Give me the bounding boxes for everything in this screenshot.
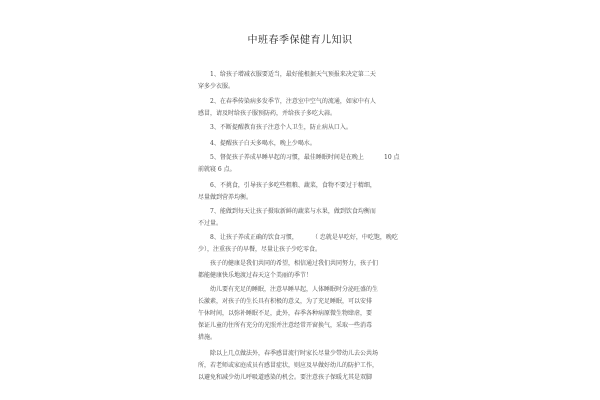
text-line: 长激素，对孩子的生长具有积极的意义，为了充足睡眠，可以安排 xyxy=(198,298,373,305)
text-line: 午休时间，以弥补睡眠不足，此外，春季各种病原微生物肆虐，要 xyxy=(198,310,373,317)
text-line: 尽量做到营养均衡。 xyxy=(198,194,253,201)
text-line: （ 忠就是早吃好，中吃饱，晚吃 xyxy=(312,234,398,241)
text-line: 保证儿童的住所有充分的光照并注意经常开窗换气，采取一些消毒 xyxy=(198,322,373,329)
text-line: 孩子的健康是我们共同的希望，相信通过我们共同努力，孩子们 xyxy=(210,260,379,267)
text-line: 以避免和减少幼儿呼吸道感染的机会。要注意孩子保暖尤其是双脚 xyxy=(198,374,373,381)
text-line: 穿多少衣服。 xyxy=(198,83,235,90)
text-line: 4、提醒孩子白天多喝水，晚上少喝水。 xyxy=(210,140,316,147)
text-line: 都能健康快乐地渡过春天这个美丽的季节！ xyxy=(198,272,313,279)
text-line: 5、督促孩子养成早睡早起的习惯，最佳睡眠时间是在晚上 xyxy=(210,154,364,161)
text-line: 不过量。 xyxy=(198,220,223,227)
text-line: 7、能做到每天让孩子摄取新鲜的蔬菜与水果，做到饮食均衡而 xyxy=(210,208,376,215)
text-line: 所，若老师或家庭成员有感冒症状，则应及早做好幼儿的防护工作， xyxy=(198,362,379,369)
text-line: 除以上几点做法外，春季感冒流行时家长尽量少带幼儿去公共场 xyxy=(210,350,379,357)
text-line: 2、在春季传染病多发季节，注意室中空气的流通，如家中有人 xyxy=(210,98,376,105)
text-line: 感冒，请及时给孩子服预防药，并给孩子多吃大蒜。 xyxy=(198,110,337,117)
text-line: 8、让孩子养成正确的饮食习惯， xyxy=(210,234,298,241)
text-line: 6、不挑食，引导孩子多吃些粗粮、蔬菜，食物不要过于精细， xyxy=(210,182,376,189)
text-line: 1、给孩子增减衣服要适当，最好能根据天气预报来决定第二天 xyxy=(210,71,376,78)
text-line: 幼儿要有充足的睡眠，注意早睡早起，人体睡眠时分泌旺盛的生 xyxy=(210,286,379,293)
text-line: 措施。 xyxy=(198,334,217,341)
document-title: 中班春季保健育儿知识 xyxy=(247,35,353,46)
text-line: 10 点 xyxy=(384,154,400,161)
text-line: 3、不断提醒教育孩子注意个人卫生，防止病从口入。 xyxy=(210,124,352,131)
text-line: 前就寝 6 点。 xyxy=(198,166,236,173)
text-line: 少），注重孩子的早餐，尽量让孩子少吃零食。 xyxy=(198,246,322,253)
